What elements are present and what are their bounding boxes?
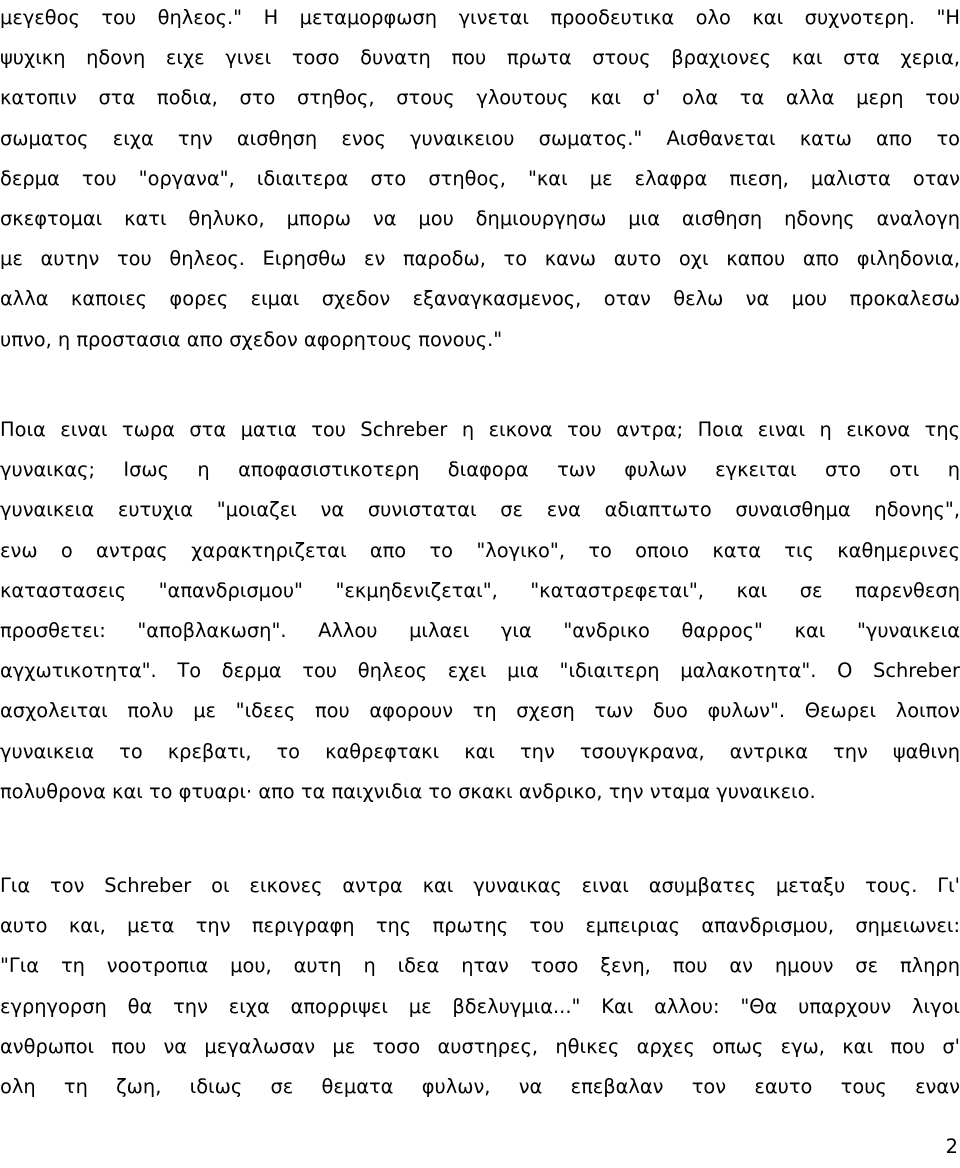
text-line: αλλα καποιες φορες ειμαι σχεδον εξαναγκασμενος, οταν θελω να μου προκαλεσω (0, 287, 960, 311)
text-line: πολυθρονα και το φτυαρι· απο τα παιχνιδια το σκακι ανδρικο, την νταμα γυναικειο. (0, 779, 816, 803)
text-line: αυτο και, μετα την περιγραφη της πρωτης του εμπειριας απανδρισμου, σημειωνει: (0, 914, 960, 938)
paragraph-1 (0, 0, 960, 360)
text-line: προσθετει: "αποβλακωση". Αλλου μιλαει για "ανδρικο θαρρος" και "γυναικεια (0, 618, 960, 642)
paragraph-2 (0, 410, 960, 812)
text-line: με αυτην του θηλεος. Ειρησθω εν παροδω, το κανω αυτο οχι καπου απο φιληδονια, (0, 247, 960, 271)
text-line: κατοπιν στα ποδια, στο στηθος, στους γλουτους και σ' ολα τα αλλα μερη του (0, 86, 960, 110)
text-line: υπνο, η προστασια απο σχεδον αφορητους πονους." (0, 327, 503, 351)
text-line: καταστασεις "απανδρισμου" "εκμηδενιζεται", "καταστρεφεται", και σε παρενθεση (0, 578, 960, 602)
text-line: ολη τη ζωη, ιδιως σε θεματα φυλων, να επεβαλαν τον εαυτο τους εναν (0, 1074, 960, 1098)
text-line: σωματος ειχα την αισθηση ενος γυναικειου σωματος." Αισθανεται κατω απο το (0, 126, 960, 150)
text-line: γυναικεια ευτυχια "μοιαζει να συνισταται σε ενα αδιαπτωτο συναισθημα ηδονης", (0, 498, 960, 522)
text-line: μεγεθος του θηλεος." Η μεταμορφωση γινεται προοδευτικα ολο και συχνοτερη. "Η (0, 6, 960, 29)
text-line: γυναικεια το κρεβατι, το καθρεφτακι και την τσουγκρανα, αντρικα την ψαθινη (0, 739, 960, 763)
text-line: ψυχικη ηδονη ειχε γινει τοσο δυνατη που πρωτα στους βραχιονες και στα χερια, (0, 46, 960, 70)
text-line: δερμα του "οργανα", ιδιαιτερα στο στηθος, "και με ελαφρα πιεση, μαλιστα οταν (0, 166, 960, 190)
text-line: "Για τη νοοτροπια μου, αυτη η ιδεα ηταν τοσο ξενη, που αν ημουν σε πληρη (0, 954, 960, 978)
text-line: Ποια ειναι τωρα στα ματια του Schreber η εικονα του αντρα; Ποια ειναι η εικονα της (0, 418, 960, 441)
text-line: ανθρωποι που να μεγαλωσαν με τοσο αυστηρες, ηθικες αρχες οπως εγω, και που σ' (0, 1034, 960, 1058)
text-line: γυναικας; Ισως η αποφασιστικοτερη διαφορα των φυλων εγκειται στο οτι η (0, 458, 960, 482)
text-line: αγχωτικοτητα". Το δερμα του θηλεος εχει μια "ιδιαιτερη μαλακοτητα". Ο Schreber (0, 659, 960, 683)
paragraph-3 (0, 866, 960, 1107)
text-line: Για τον Schreber οι εικονες αντρα και γυναικας ειναι ασυμβατες μεταξυ τους. Γι' (0, 874, 960, 897)
text-line: ασχολειται πολυ με "ιδεες που αφορουν τη σχεση των δυο φυλων". Θεωρει λοιπον (0, 699, 960, 723)
text-line: ενω ο αντρας χαρακτηριζεται απο το "λογικο", το οποιο κατα τις καθημερινες (0, 538, 960, 562)
page-number: 2 (945, 1135, 958, 1158)
text-line: εγρηγορση θα την ειχα απορριψει με βδελυγμια..." Και αλλου: "Θα υπαρχουν λιγοι (0, 994, 960, 1018)
text-line: σκεφτομαι κατι θηλυκο, μπορω να μου δημιουργησω μια αισθηση ηδονης αναλογη (0, 206, 960, 230)
